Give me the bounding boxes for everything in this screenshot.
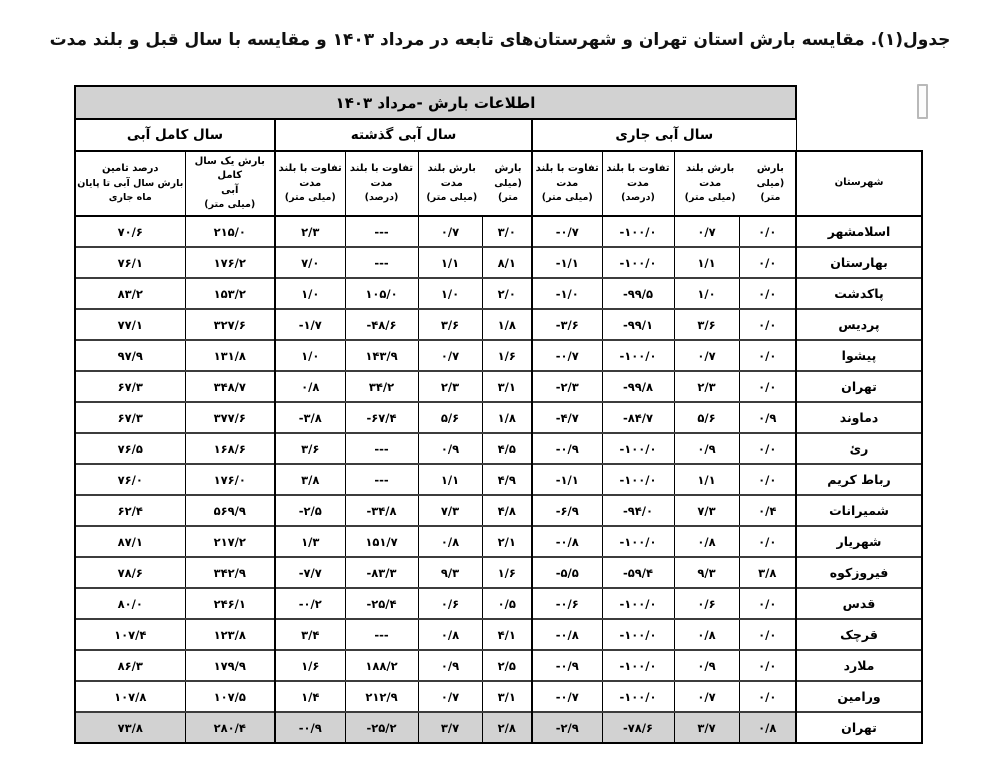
value-cell-previous_longterm_mm: ۰/۸ [418,526,482,557]
column-header-current-rain [674,151,796,216]
value-cell-current_diff_longterm_pct: -۱۰۰/۰ [602,247,674,278]
value-cell-previous_rain_mm: ۱/۶ [482,557,532,588]
value-cell-current_diff_longterm_mm: -۰/۷ [532,340,602,371]
value-cell-current_rain_mm: ۰/۸ [739,712,796,743]
value-cell-previous_diff_longterm_mm: ۰/۸ [275,371,345,402]
value-cell-current_rain_mm: ۰/۰ [739,526,796,557]
value-cell-previous_diff_longterm_mm: ۷/۰ [275,247,345,278]
value-cell-previous_rain_mm: ۱/۸ [482,309,532,340]
value-cell-previous_rain_mm: ۲/۸ [482,712,532,743]
value-cell-current_longterm_mm: ۱/۰ [674,278,739,309]
value-cell-previous_diff_longterm_mm: ۱/۴ [275,681,345,712]
table-row [75,681,922,712]
table-row [75,619,922,650]
value-cell-previous_longterm_mm: ۱/۰ [418,278,482,309]
value-cell-previous_diff_longterm_pct: --- [345,433,418,464]
value-cell-current_diff_longterm_mm: -۰/۷ [532,681,602,712]
value-cell-full_water_year_rain_mm: ۲۱۷/۲ [185,526,275,557]
value-cell-current_diff_longterm_mm: -۵/۵ [532,557,602,588]
value-cell-previous_rain_mm: ۴/۱ [482,619,532,650]
table-row [75,216,922,247]
value-cell-current_rain_mm: ۰/۰ [739,433,796,464]
value-cell-previous_diff_longterm_mm: -۱/۷ [275,309,345,340]
value-cell-previous_rain_mm: ۳/۱ [482,371,532,402]
table-row [75,309,922,340]
column-header-full-year-rain [185,151,275,216]
table-row [75,495,922,526]
table-row [75,340,922,371]
label-full-year-rain: بارش یک سال کامل [194,155,265,182]
value-cell-current_diff_longterm_mm: -۰/۶ [532,588,602,619]
value-cell-full_water_year_rain_mm: ۳۴۸/۷ [185,371,275,402]
value-cell-supply_pct: ۷۶/۱ [75,247,185,278]
unit-mm: (میلی متر) [284,192,336,204]
value-cell-previous_longterm_mm: ۰/۹ [418,650,482,681]
value-cell-current_rain_mm: ۰/۴ [739,495,796,526]
value-cell-full_water_year_rain_mm: ۲۱۵/۰ [185,216,275,247]
value-cell-current_diff_longterm_mm: -۰/۹ [532,433,602,464]
city-cell: رئ [796,433,922,464]
value-cell-current_longterm_mm: ۳/۷ [674,712,739,743]
value-cell-full_water_year_rain_mm: ۱۵۳/۲ [185,278,275,309]
value-cell-full_water_year_rain_mm: ۱۷۶/۰ [185,464,275,495]
value-cell-previous_longterm_mm: ۰/۷ [418,216,482,247]
value-cell-previous_diff_longterm_mm: ۱/۰ [275,340,345,371]
value-cell-full_water_year_rain_mm: ۱۰۷/۵ [185,681,275,712]
value-cell-previous_diff_longterm_pct: ۱۴۳/۹ [345,340,418,371]
value-cell-current_diff_longterm_pct: -۱۰۰/۰ [602,340,674,371]
label-diff-longterm: تفاوت با بلند مدت [606,163,670,189]
value-cell-full_water_year_rain_mm: ۳۴۲/۹ [185,557,275,588]
value-cell-current_diff_longterm_mm: -۱/۰ [532,278,602,309]
value-cell-current_longterm_mm: ۰/۹ [674,433,739,464]
value-cell-current_diff_longterm_mm: -۱/۱ [532,247,602,278]
city-cell: ورامین [796,681,922,712]
value-cell-current_longterm_mm: ۰/۶ [674,588,739,619]
value-cell-previous_rain_mm: ۲/۱ [482,526,532,557]
city-cell: پردیس [796,309,922,340]
column-header-current-diff-pct [602,151,674,216]
value-cell-current_diff_longterm_mm: -۰/۹ [532,650,602,681]
value-cell-supply_pct: ۶۷/۳ [75,371,185,402]
group-full-water-year: سال کامل آبی [75,119,275,151]
value-cell-previous_rain_mm: ۱/۸ [482,402,532,433]
table-body [75,216,922,743]
table-row [75,433,922,464]
value-cell-current_diff_longterm_mm: -۱/۱ [532,464,602,495]
value-cell-previous_longterm_mm: ۰/۹ [418,433,482,464]
value-cell-supply_pct: ۷۷/۱ [75,309,185,340]
label-supply: درصد تامین [101,163,159,175]
value-cell-previous_longterm_mm: ۰/۷ [418,340,482,371]
column-header-previous-rain [418,151,532,216]
label-diff-longterm: تفاوت با بلند مدت [278,163,342,189]
value-cell-current_longterm_mm: ۰/۷ [674,340,739,371]
label-full-year-rain-2: آبی [221,184,239,196]
value-cell-supply_pct: ۸۷/۱ [75,526,185,557]
value-cell-supply_pct: ۶۷/۳ [75,402,185,433]
city-cell: اسلامشهر [796,216,922,247]
unit-mm: (میلی متر) [204,199,256,211]
value-cell-current_diff_longterm_pct: -۱۰۰/۰ [602,526,674,557]
value-cell-supply_pct: ۷۶/۵ [75,433,185,464]
value-cell-full_water_year_rain_mm: ۱۷۹/۹ [185,650,275,681]
value-cell-current_diff_longterm_pct: -۹۹/۸ [602,371,674,402]
group-current-year: سال آبی جاری [532,119,796,151]
value-cell-current_diff_longterm_pct: -۱۰۰/۰ [602,650,674,681]
table-caption: اطلاعات بارش -مرداد ۱۴۰۳ [75,86,796,119]
value-cell-previous_diff_longterm_mm: -۳/۸ [275,402,345,433]
value-cell-previous_diff_longterm_mm: -۲/۵ [275,495,345,526]
value-cell-current_diff_longterm_pct: -۷۸/۶ [602,712,674,743]
value-cell-current_longterm_mm: ۰/۹ [674,650,739,681]
value-cell-current_longterm_mm: ۰/۷ [674,681,739,712]
value-cell-full_water_year_rain_mm: ۵۶۹/۹ [185,495,275,526]
value-cell-current_diff_longterm_pct: -۹۴/۰ [602,495,674,526]
table-row [75,557,922,588]
label-rain: بارش [494,163,522,175]
value-cell-current_longterm_mm: ۱/۱ [674,247,739,278]
value-cell-current_longterm_mm: ۷/۳ [674,495,739,526]
value-cell-previous_longterm_mm: ۲/۳ [418,371,482,402]
value-cell-current_longterm_mm: ۰/۸ [674,526,739,557]
city-cell: شمیرانات [796,495,922,526]
value-cell-previous_diff_longterm_mm: ۱/۶ [275,650,345,681]
unit-mm: (میلی متر) [426,192,478,204]
value-cell-previous_diff_longterm_pct: ۳۴/۲ [345,371,418,402]
value-cell-full_water_year_rain_mm: ۱۶۸/۶ [185,433,275,464]
value-cell-previous_diff_longterm_pct: --- [345,216,418,247]
value-cell-current_diff_longterm_mm: -۰/۷ [532,216,602,247]
value-cell-current_diff_longterm_pct: -۱۰۰/۰ [602,464,674,495]
value-cell-current_rain_mm: ۰/۰ [739,681,796,712]
value-cell-previous_longterm_mm: ۱/۱ [418,247,482,278]
value-cell-supply_pct: ۱۰۷/۴ [75,619,185,650]
value-cell-current_diff_longterm_pct: -۱۰۰/۰ [602,588,674,619]
value-cell-current_diff_longterm_pct: -۱۰۰/۰ [602,619,674,650]
value-cell-previous_longterm_mm: ۰/۷ [418,681,482,712]
value-cell-previous_diff_longterm_mm: ۳/۴ [275,619,345,650]
table-row [75,402,922,433]
unit-percent: (درصد) [621,192,655,204]
value-cell-previous_diff_longterm_pct: -۴۸/۶ [345,309,418,340]
group-previous-year: سال آبی گذشته [275,119,532,151]
value-cell-current_rain_mm: ۰/۰ [739,619,796,650]
unit-percent: (درصد) [364,192,399,204]
value-cell-full_water_year_rain_mm: ۳۷۷/۶ [185,402,275,433]
value-cell-current_diff_longterm_mm: -۲/۹ [532,712,602,743]
value-cell-full_water_year_rain_mm: ۱۳۱/۸ [185,340,275,371]
empty-corner [796,119,922,151]
value-cell-supply_pct: ۸۶/۳ [75,650,185,681]
city-cell: فیروزکوه [796,557,922,588]
value-cell-previous_diff_longterm_pct: --- [345,464,418,495]
column-header-previous-diff-mm [275,151,345,216]
city-cell: بهارستان [796,247,922,278]
value-cell-current_rain_mm: ۰/۰ [739,216,796,247]
value-cell-previous_rain_mm: ۳/۱ [482,681,532,712]
column-header-row [75,151,922,216]
value-cell-current_rain_mm: ۰/۰ [739,340,796,371]
value-cell-current_diff_longterm_mm: -۰/۸ [532,526,602,557]
value-cell-previous_rain_mm: ۳/۰ [482,216,532,247]
value-cell-previous_rain_mm: ۴/۹ [482,464,532,495]
value-cell-current_longterm_mm: ۳/۶ [674,309,739,340]
label-rain: بارش [756,163,784,175]
city-cell: پیشوا [796,340,922,371]
label-rain-longterm: بارش بلند مدت [686,163,735,189]
value-cell-supply_pct: ۹۷/۹ [75,340,185,371]
column-header-current-diff-mm [532,151,602,216]
label-diff-longterm: تفاوت با بلند مدت [349,163,414,189]
value-cell-supply_pct: ۸۳/۲ [75,278,185,309]
value-cell-previous_rain_mm: ۲/۵ [482,650,532,681]
value-cell-current_rain_mm: ۳/۸ [739,557,796,588]
value-cell-current_rain_mm: ۰/۹ [739,402,796,433]
value-cell-current_rain_mm: ۰/۰ [739,371,796,402]
value-cell-supply_pct: ۱۰۷/۸ [75,681,185,712]
value-cell-previous_longterm_mm: ۳/۶ [418,309,482,340]
value-cell-current_diff_longterm_pct: -۱۰۰/۰ [602,216,674,247]
value-cell-previous_rain_mm: ۲/۰ [482,278,532,309]
value-cell-supply_pct: ۷۰/۶ [75,216,185,247]
table-row [75,650,922,681]
value-cell-previous_diff_longterm_pct: ۱۵۱/۷ [345,526,418,557]
value-cell-current_rain_mm: ۰/۰ [739,309,796,340]
value-cell-previous_diff_longterm_mm: -۷/۷ [275,557,345,588]
value-cell-previous_diff_longterm_pct: -۲۵/۲ [345,712,418,743]
value-cell-current_longterm_mm: ۰/۸ [674,619,739,650]
value-cell-previous_diff_longterm_pct: -۳۴/۸ [345,495,418,526]
value-cell-previous_rain_mm: ۱/۶ [482,340,532,371]
value-cell-previous_diff_longterm_mm: ۱/۰ [275,278,345,309]
value-cell-current_rain_mm: ۰/۰ [739,650,796,681]
value-cell-current_diff_longterm_pct: -۹۹/۱ [602,309,674,340]
value-cell-current_diff_longterm_pct: -۱۰۰/۰ [602,433,674,464]
table-row [75,588,922,619]
value-cell-previous_rain_mm: ۴/۵ [482,433,532,464]
value-cell-previous_diff_longterm_mm: -۰/۲ [275,588,345,619]
value-cell-previous_longterm_mm: ۵/۶ [418,402,482,433]
value-cell-current_diff_longterm_pct: -۹۹/۵ [602,278,674,309]
table-row [75,278,922,309]
value-cell-current_rain_mm: ۰/۰ [739,247,796,278]
city-cell: دماوند [796,402,922,433]
value-cell-previous_diff_longterm_pct: ۱۰۵/۰ [345,278,418,309]
value-cell-full_water_year_rain_mm: ۱۲۳/۸ [185,619,275,650]
value-cell-full_water_year_rain_mm: ۲۴۶/۱ [185,588,275,619]
value-cell-previous_diff_longterm_pct: -۸۳/۳ [345,557,418,588]
city-cell: قرچک [796,619,922,650]
value-cell-supply_pct: ۷۳/۸ [75,712,185,743]
value-cell-supply_pct: ۷۸/۶ [75,557,185,588]
value-cell-current_rain_mm: ۰/۰ [739,278,796,309]
value-cell-previous_diff_longterm_pct: -۲۵/۴ [345,588,418,619]
city-cell: ملارد [796,650,922,681]
value-cell-current_longterm_mm: ۰/۷ [674,216,739,247]
group-header-row [75,119,922,151]
value-cell-current_diff_longterm_pct: -۸۴/۷ [602,402,674,433]
unit-mm: (میلی متر) [541,192,593,204]
city-cell: پاکدشت [796,278,922,309]
value-cell-previous_longterm_mm: ۹/۳ [418,557,482,588]
label-supply-2: بارش سال آبی تا پایان ماه جاری [77,177,184,203]
value-cell-previous_diff_longterm_pct: --- [345,247,418,278]
value-cell-supply_pct: ۷۶/۰ [75,464,185,495]
value-cell-previous_diff_longterm_pct: ۱۸۸/۲ [345,650,418,681]
table-row [75,247,922,278]
city-cell: رباط کریم [796,464,922,495]
value-cell-current_diff_longterm_pct: -۵۹/۴ [602,557,674,588]
value-cell-current_diff_longterm_mm: -۰/۸ [532,619,602,650]
value-cell-previous_rain_mm: ۸/۱ [482,247,532,278]
table-row [75,464,922,495]
value-cell-current_longterm_mm: ۹/۳ [674,557,739,588]
value-cell-full_water_year_rain_mm: ۳۲۷/۶ [185,309,275,340]
value-cell-supply_pct: ۸۰/۰ [75,588,185,619]
value-cell-current_longterm_mm: ۱/۱ [674,464,739,495]
table-total-row [75,712,922,743]
value-cell-supply_pct: ۶۲/۴ [75,495,185,526]
value-cell-previous_diff_longterm_mm: ۳/۸ [275,464,345,495]
column-header-city: شهرستان [796,151,922,216]
unit-mm: (میلی متر) [684,192,736,204]
value-cell-current_diff_longterm_mm: -۶/۹ [532,495,602,526]
value-cell-previous_longterm_mm: ۱/۱ [418,464,482,495]
empty-corner [796,86,922,119]
value-cell-previous_rain_mm: ۰/۵ [482,588,532,619]
value-cell-previous_longterm_mm: ۰/۶ [418,588,482,619]
label-rain-longterm: بارش بلند مدت [427,163,476,189]
table-row [75,526,922,557]
table-row [75,371,922,402]
value-cell-previous_longterm_mm: ۰/۸ [418,619,482,650]
value-cell-current_diff_longterm_mm: -۲/۳ [532,371,602,402]
value-cell-full_water_year_rain_mm: ۲۸۰/۴ [185,712,275,743]
value-cell-current_rain_mm: ۰/۰ [739,464,796,495]
value-cell-current_diff_longterm_pct: -۱۰۰/۰ [602,681,674,712]
rainfall-table [74,85,923,744]
city-cell: شهریار [796,526,922,557]
value-cell-current_diff_longterm_mm: -۳/۶ [532,309,602,340]
label-diff-longterm: تفاوت با بلند مدت [535,163,599,189]
value-cell-previous_diff_longterm_mm: ۳/۶ [275,433,345,464]
city-cell: قدس [796,588,922,619]
value-cell-current_rain_mm: ۰/۰ [739,588,796,619]
city-cell: تهران [796,712,922,743]
value-cell-current_longterm_mm: ۵/۶ [674,402,739,433]
value-cell-current_longterm_mm: ۲/۳ [674,371,739,402]
value-cell-previous_longterm_mm: ۷/۳ [418,495,482,526]
column-header-supply-pct [75,151,185,216]
value-cell-current_diff_longterm_mm: -۴/۷ [532,402,602,433]
page-title: جدول(۱). مقایسه بارش استان تهران و شهرستان‌های تابعه در مرداد ۱۴۰۳ و مقایسه با سال قبل و بلند مدت [49,30,951,50]
value-cell-previous_rain_mm: ۴/۸ [482,495,532,526]
value-cell-previous_diff_longterm_mm: ۱/۳ [275,526,345,557]
value-cell-previous_diff_longterm_pct: -۶۷/۴ [345,402,418,433]
value-cell-previous_diff_longterm_mm: ۲/۳ [275,216,345,247]
value-cell-previous_longterm_mm: ۳/۷ [418,712,482,743]
value-cell-previous_diff_longterm_pct: ۲۱۲/۹ [345,681,418,712]
column-header-previous-diff-pct [345,151,418,216]
table-caption-row [75,86,922,119]
value-cell-full_water_year_rain_mm: ۱۷۶/۲ [185,247,275,278]
city-cell: تهران [796,371,922,402]
value-cell-previous_diff_longterm_pct: --- [345,619,418,650]
unit-mm: (میلی متر) [756,177,785,203]
unit-mm: (میلی متر) [494,177,522,203]
value-cell-previous_diff_longterm_mm: -۰/۹ [275,712,345,743]
